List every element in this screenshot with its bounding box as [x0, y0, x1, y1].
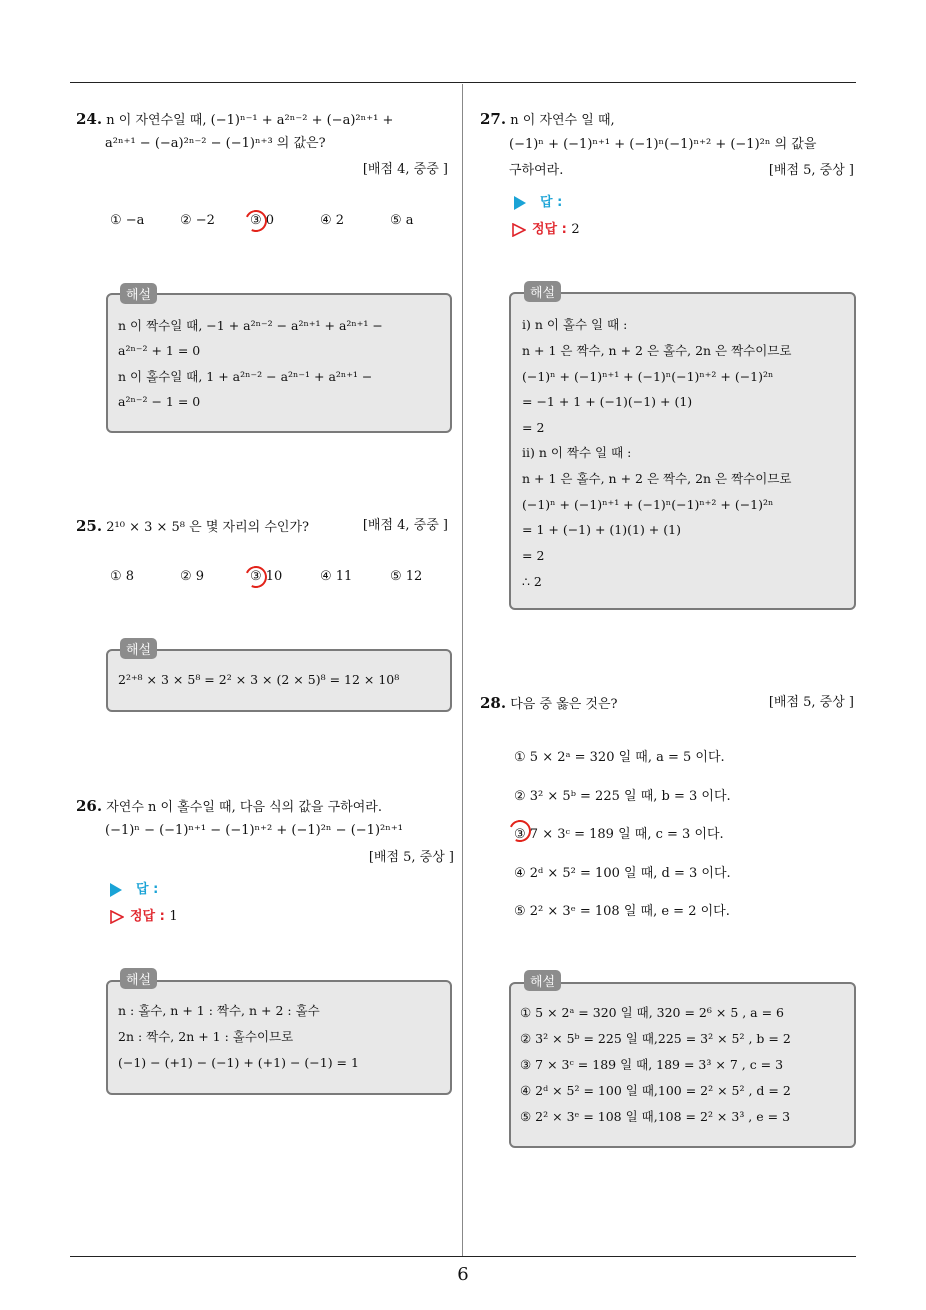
answer-line: 답 : — [110, 878, 158, 897]
explanation-line: a²ⁿ⁻² + 1 = 0 — [118, 343, 201, 358]
question-text: 2¹⁰ × 3 × 5⁸ 은 몇 자리의 수인가? — [106, 520, 309, 535]
answer-line: 답 : — [514, 191, 562, 210]
score-meta: [배점 5, 중상 ] — [368, 850, 454, 865]
option-2[interactable]: ② 3² × 5ᵇ = 225 일 때, b = 3 이다. — [514, 789, 731, 804]
explanation-tag: 해설 — [524, 281, 561, 302]
explanation-line: = 2 — [522, 420, 545, 435]
explanation-line: (−1)ⁿ + (−1)ⁿ⁺¹ + (−1)ⁿ(−1)ⁿ⁺² + (−1)²ⁿ — [522, 369, 774, 384]
explanation-line: n : 홀수, n + 1 : 짝수, n + 2 : 홀수 — [118, 1003, 320, 1018]
option-5[interactable]: ⑤ 2² × 3ᵉ = 108 일 때, e = 2 이다. — [514, 904, 730, 919]
question-text: n 이 자연수 일 때, — [510, 113, 615, 128]
score-meta: [배점 5, 중상 ] — [768, 695, 854, 710]
explanation-tag: 해설 — [120, 283, 157, 304]
column-divider — [462, 84, 463, 1256]
option-1[interactable]: ① 5 × 2ᵃ = 320 일 때, a = 5 이다. — [514, 750, 725, 765]
question-number: 26. — [76, 797, 103, 815]
explanation-line: 2²⁺⁸ × 3 × 5⁸ = 2² × 3 × (2 × 5)⁸ = 12 × 10⁸ — [118, 672, 400, 687]
explanation-line: ii) n 이 짝수 일 때 : — [522, 445, 632, 460]
question-text-cont: a²ⁿ⁺¹ − (−a)²ⁿ⁻² − (−1)ⁿ⁺³ 의 값은? — [105, 136, 326, 151]
option-2[interactable]: ② 9 — [180, 569, 205, 584]
outline-triangle-icon — [512, 223, 526, 237]
question-text-cont: (−1)ⁿ + (−1)ⁿ⁺¹ + (−1)ⁿ(−1)ⁿ⁺² + (−1)²ⁿ 의 값을 — [509, 137, 817, 152]
page-number: 6 — [457, 1264, 469, 1285]
play-triangle-icon — [110, 883, 122, 897]
question-number: 24. — [76, 110, 103, 128]
explanation-line: = 2 — [522, 548, 545, 563]
explanation-line: ① 5 × 2ᵃ = 320 일 때, 320 = 2⁶ × 5 , a = 6 — [520, 1005, 785, 1020]
explanation-line: n + 1 은 짝수, n + 2 은 홀수, 2n 은 짝수이므로 — [522, 343, 792, 358]
explanation-line: (−1)ⁿ + (−1)ⁿ⁺¹ + (−1)ⁿ(−1)ⁿ⁺² + (−1)²ⁿ — [522, 497, 774, 512]
option-3[interactable]: ③ 7 × 3ᶜ = 189 일 때, c = 3 이다. — [514, 827, 724, 842]
question-text: n 이 자연수일 때, (−1)ⁿ⁻¹ + a²ⁿ⁻² + (−a)²ⁿ⁺¹ + — [106, 113, 394, 128]
question-text-cont: (−1)ⁿ − (−1)ⁿ⁺¹ − (−1)ⁿ⁺² + (−1)²ⁿ − (−1)²ⁿ⁺¹ — [105, 823, 403, 838]
explanation-line: (−1) − (+1) − (−1) + (+1) − (−1) = 1 — [118, 1055, 359, 1070]
explanation-line: ④ 2ᵈ × 5² = 100 일 때,100 = 2² × 5² , d = 2 — [520, 1083, 791, 1098]
score-meta: [배점 4, 중중 ] — [362, 162, 448, 177]
question-text-cont: 구하여라. — [509, 163, 564, 178]
explanation-line: a²ⁿ⁻² − 1 = 0 — [118, 394, 201, 409]
play-triangle-icon — [514, 196, 526, 210]
question-text: 다음 중 옳은 것은? — [510, 697, 618, 712]
question-number: 28. — [480, 694, 507, 712]
outline-triangle-icon — [110, 910, 124, 924]
option-3[interactable]: ③ 10 — [250, 569, 283, 584]
explanation-tag: 해설 — [524, 970, 561, 991]
explanation-line: = −1 + 1 + (−1)(−1) + (1) — [522, 394, 693, 409]
option-4[interactable]: ④ 2ᵈ × 5² = 100 일 때, d = 3 이다. — [514, 866, 731, 881]
explanation-line: ⑤ 2² × 3ᵉ = 108 일 때,108 = 2² × 3³ , e = 3 — [520, 1109, 791, 1124]
option-4[interactable]: ④ 11 — [320, 569, 353, 584]
explanation-line: ② 3² × 5ᵇ = 225 일 때,225 = 3² × 5² , b = 2 — [520, 1031, 791, 1046]
option-5[interactable]: ⑤ a — [390, 213, 414, 228]
top-rule — [70, 82, 856, 83]
explanation-line: = 1 + (−1) + (1)(1) + (1) — [522, 522, 681, 537]
correct-answer: 정답 : 2 — [512, 218, 580, 237]
option-2[interactable]: ② −2 — [180, 213, 215, 228]
option-1[interactable]: ① −a — [110, 213, 145, 228]
selected-circle-icon — [242, 207, 270, 235]
option-5[interactable]: ⑤ 12 — [390, 569, 423, 584]
option-3[interactable]: ③ 0 — [250, 213, 275, 228]
question-text: 자연수 n 이 홀수일 때, 다음 식의 값을 구하여라. — [106, 800, 382, 815]
explanation-box — [106, 293, 452, 433]
score-meta: [배점 5, 중상 ] — [768, 163, 854, 178]
explanation-line: ③ 7 × 3ᶜ = 189 일 때, 189 = 3³ × 7 , c = 3 — [520, 1057, 784, 1072]
question-number: 27. — [480, 110, 507, 128]
correct-answer: 정답 : 1 — [110, 905, 178, 924]
option-4[interactable]: ④ 2 — [320, 213, 345, 228]
explanation-line: 2n : 짝수, 2n + 1 : 홀수이므로 — [118, 1029, 294, 1044]
explanation-tag: 해설 — [120, 968, 157, 989]
explanation-line: n + 1 은 홀수, n + 2 은 짝수, 2n 은 짝수이므로 — [522, 471, 792, 486]
selected-circle-icon — [242, 563, 270, 591]
bottom-rule — [70, 1256, 856, 1257]
explanation-line: i) n 이 홀수 일 때 : — [522, 317, 628, 332]
explanation-line: ∴ 2 — [522, 574, 542, 589]
score-meta: [배점 4, 중중 ] — [362, 518, 448, 533]
question-number: 25. — [76, 517, 103, 535]
explanation-line: n 이 홀수일 때, 1 + a²ⁿ⁻² − a²ⁿ⁻¹ + a²ⁿ⁺¹ − — [118, 369, 373, 384]
explanation-line: n 이 짝수일 때, −1 + a²ⁿ⁻² − a²ⁿ⁺¹ + a²ⁿ⁺¹ − — [118, 318, 383, 333]
explanation-tag: 해설 — [120, 638, 157, 659]
option-1[interactable]: ① 8 — [110, 569, 135, 584]
